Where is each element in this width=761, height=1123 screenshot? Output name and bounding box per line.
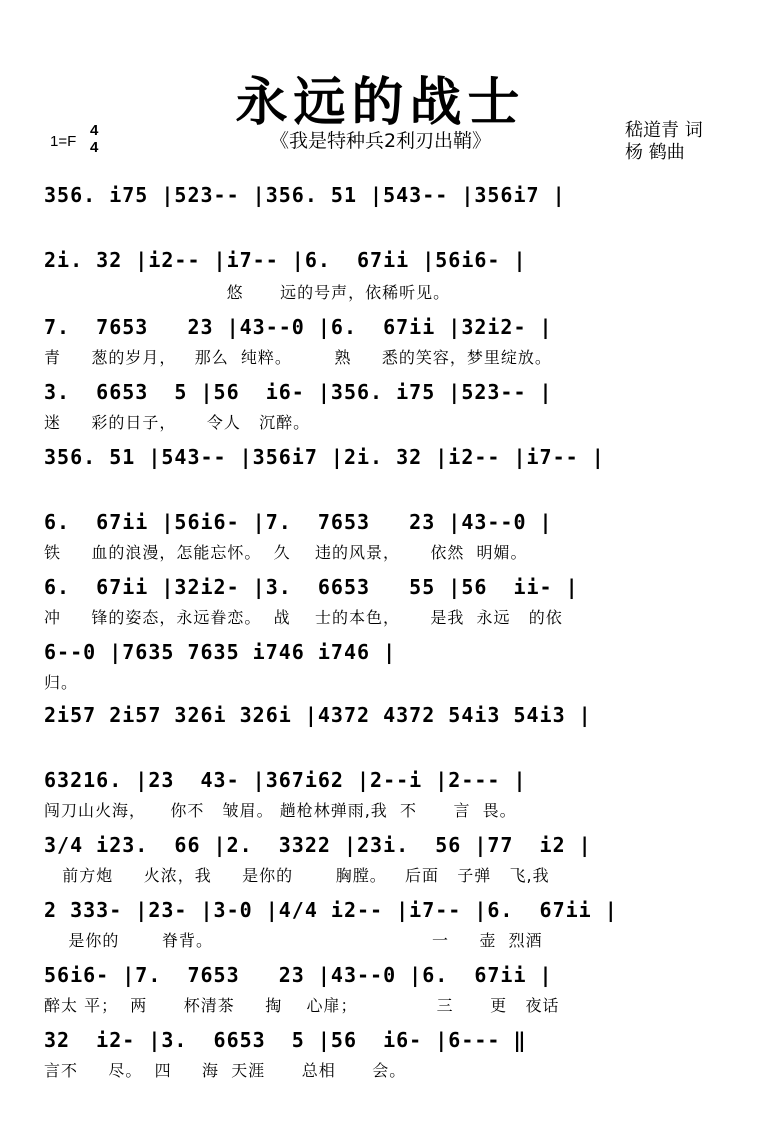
time-signature: [90, 122, 98, 156]
notation-row: 356. 51 |543-- |356i7 |2i. 32 |i2-- |i7-- |: [44, 445, 605, 469]
lyric-row: 铁 血的浪漫，怎能忘怀。 久 违的风景， 依然 明媚。: [44, 543, 528, 562]
lyric-row: 冲 锋的姿态，永远眷恋。 战 士的本色， 是我 永远 的依: [44, 608, 563, 627]
lyric-row: [44, 475, 734, 497]
lyric-row: 青 葱的岁月， 那么 纯粹。 熟 悉的笑容，梦里绽放。: [44, 348, 552, 367]
lyric-row: 悠 远的号声，依稀听见。: [44, 283, 451, 302]
lyric-row: 言不 尽。 四 海 天涯 总相 会。: [44, 1061, 407, 1080]
credits: [625, 120, 703, 164]
lyric-row: 迷 彩的日子， 令人 沉醉。: [44, 413, 311, 432]
notation-row: 356. i75 |523-- |356. 51 |543-- |356i7 |: [44, 183, 566, 207]
notation-row: 6. 67ii |32i2- |3. 6653 55 |56 ii- |: [44, 575, 579, 599]
notation-row: 3/4 i23. 66 |2. 3322 |23i. 56 |77 i2 |: [44, 833, 592, 857]
lyricist-credit: 嵇道青 词: [625, 120, 703, 141]
lyric-row: 前方炮 火浓，我 是你的 胸膛。 后面 子弹 飞,我: [44, 866, 550, 885]
lyric-row: [44, 733, 734, 755]
composer-credit: 杨 鹤曲: [625, 142, 685, 163]
notation-row: 3. 6653 5 |56 i6- |356. i75 |523-- |: [44, 380, 553, 404]
notation-row: 6--0 |7635 7635 i746 i746 |: [44, 640, 397, 664]
notation-row: 32 i2- |3. 6653 5 |56 i6- |6--- ‖: [44, 1028, 527, 1052]
time-signature-top: 4: [90, 122, 99, 139]
notation-row: 2i. 32 |i2-- |i7-- |6. 67ii |56i6- |: [44, 248, 527, 272]
song-subtitle: 《我是特种兵2利刃出鞘》: [269, 130, 492, 152]
notation-row: 6. 67ii |56i6- |7. 7653 23 |43--0 |: [44, 510, 553, 534]
notation-row: 7. 7653 23 |43--0 |6. 67ii |32i2- |: [44, 315, 553, 339]
lyric-row: [44, 212, 734, 234]
time-signature-bottom: 4: [90, 139, 99, 156]
notation-row: 56i6- |7. 7653 23 |43--0 |6. 67ii |: [44, 963, 553, 987]
song-title: 永远的战士: [235, 72, 526, 133]
notation-row: 63216. |23 43- |367i62 |2--i |2--- |: [44, 768, 527, 792]
key-signature: 1=F: [50, 133, 77, 150]
notation-row: 2i57 2i57 326i 326i |4372 4372 54i3 54i3 |: [44, 703, 592, 727]
lyric-row: 醉太 平； 两 杯清茶 掏 心扉； 三 更 夜话: [44, 996, 560, 1015]
lyric-row: 是你的 脊背。 一 壶 烈酒: [44, 931, 543, 950]
lyric-row: 归。: [44, 673, 79, 692]
lyric-row: 闯刀山火海， 你不 皱眉。 趟枪林弹雨,我 不 言 畏。: [44, 801, 517, 820]
notation-row: 2 333- |23- |3-0 |4/4 i2-- |i7-- |6. 67ii |: [44, 898, 618, 922]
